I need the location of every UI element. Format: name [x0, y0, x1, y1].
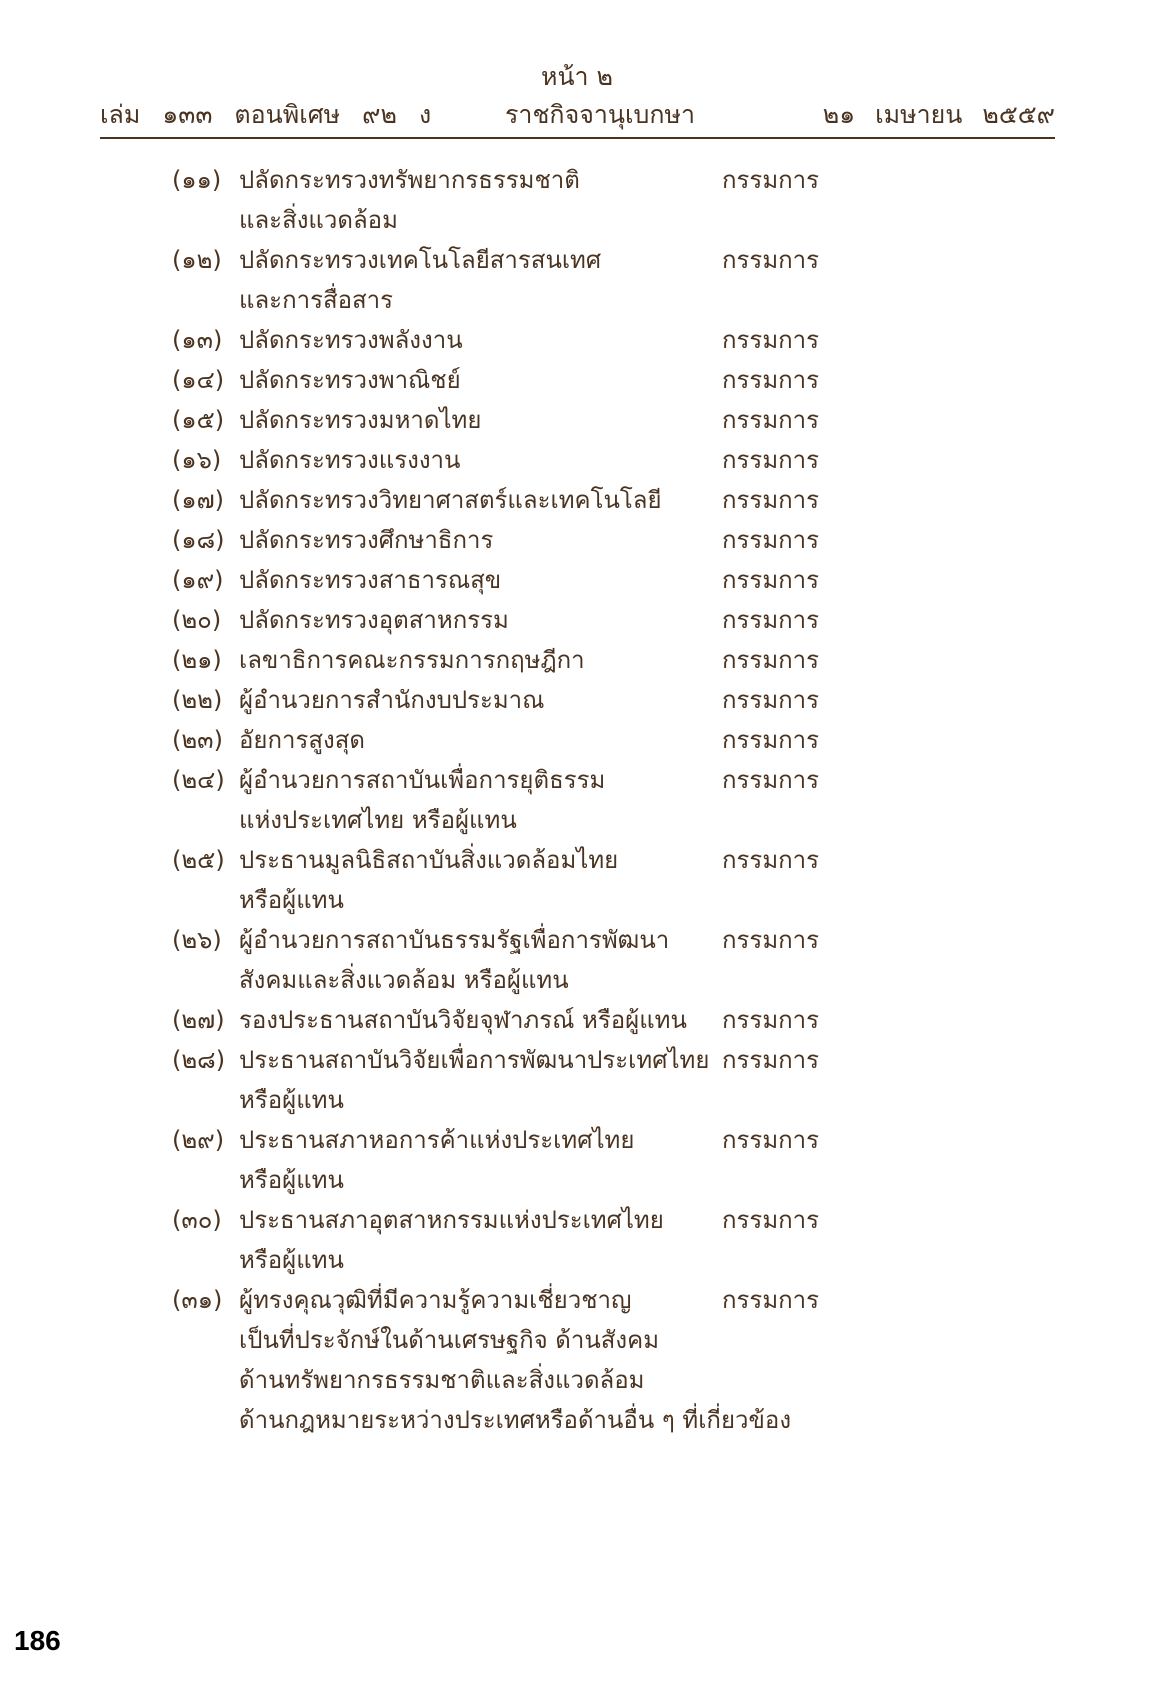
member-number: (๒๔)	[172, 766, 225, 794]
member-title-line: ประธานสถาบันวิจัยเพื่อการพัฒนาประเทศไทย	[239, 1046, 710, 1074]
member-number: (๒๒)	[172, 686, 223, 714]
member-role: กรรมการ	[722, 1006, 820, 1034]
member-item	[172, 240, 932, 320]
member-title	[239, 720, 709, 760]
member-item	[172, 840, 932, 920]
member-role: กรรมการ	[722, 526, 820, 554]
member-item	[172, 520, 932, 560]
member-title	[239, 680, 709, 720]
member-title-line: สังคมและสิ่งแวดล้อม หรือผู้แทน	[239, 966, 569, 994]
member-number: (๓๑)	[172, 1286, 223, 1314]
member-item	[172, 400, 932, 440]
member-number: (๑๕)	[172, 406, 225, 434]
member-title	[239, 600, 709, 640]
member-title-line: หรือผู้แทน	[239, 886, 344, 914]
member-item	[172, 480, 932, 520]
member-title	[239, 840, 709, 920]
member-item	[172, 320, 932, 360]
member-role: กรรมการ	[722, 166, 820, 194]
member-role: กรรมการ	[722, 766, 820, 794]
member-number: (๑๘)	[172, 526, 225, 554]
member-number: (๑๖)	[172, 446, 222, 474]
member-item	[172, 720, 932, 760]
member-role: กรรมการ	[722, 606, 820, 634]
member-role: กรรมการ	[722, 406, 820, 434]
member-title	[239, 240, 709, 320]
member-title-line: หรือผู้แทน	[239, 1246, 344, 1274]
member-item	[172, 600, 932, 640]
member-role: กรรมการ	[722, 686, 820, 714]
member-number: (๒๕)	[172, 846, 225, 874]
member-item	[172, 1200, 932, 1280]
member-title-line: ด้านทรัพยากรธรรมชาติและสิ่งแวดล้อม	[239, 1366, 645, 1394]
member-title-line: ปลัดกระทรวงอุตสาหกรรม	[239, 606, 509, 634]
member-number: (๑๗)	[172, 486, 225, 514]
member-title-line: ปลัดกระทรวงพาณิชย์	[239, 366, 461, 394]
date-month: เมษายน	[875, 100, 963, 129]
member-role: กรรมการ	[722, 846, 820, 874]
member-title-line: ประธานสภาหอการค้าแห่งประเทศไทย	[239, 1126, 635, 1154]
member-title-line: ปลัดกระทรวงแรงงาน	[239, 446, 461, 474]
member-title	[239, 160, 709, 240]
member-title-line: แห่งประเทศไทย หรือผู้แทน	[239, 806, 517, 834]
member-title-line: ปลัดกระทรวงพลังงาน	[239, 326, 463, 354]
member-title	[239, 1200, 709, 1280]
member-number: (๑๙)	[172, 566, 224, 594]
member-title	[239, 480, 709, 520]
gazette-issue-info	[100, 100, 453, 130]
member-item	[172, 1040, 932, 1120]
member-title-line: ผู้อำนวยการสถาบันธรรมรัฐเพื่อการพัฒนา	[239, 926, 670, 954]
member-role: กรรมการ	[722, 1046, 820, 1074]
member-title-line: รองประธานสถาบันวิจัยจุฬาภรณ์ หรือผู้แทน	[239, 1006, 687, 1034]
member-title-line: อัยการสูงสุด	[239, 726, 365, 754]
member-number: (๑๓)	[172, 326, 223, 354]
member-item	[172, 920, 932, 1000]
member-title-line: เลขาธิการคณะกรรมการกฤษฎีกา	[239, 646, 585, 674]
member-number: (๒๓)	[172, 726, 223, 754]
member-number: (๒๖)	[172, 926, 222, 954]
member-title-line: ปลัดกระทรวงสาธารณสุข	[239, 566, 502, 594]
member-title	[239, 400, 709, 440]
member-title-line: และสิ่งแวดล้อม	[239, 206, 398, 234]
publication-date	[803, 100, 1055, 130]
member-title-line: เป็นที่ประจักษ์ในด้านเศรษฐกิจ ด้านสังคม	[239, 1326, 660, 1354]
member-item	[172, 1120, 932, 1200]
member-title-line: ปลัดกระทรวงศึกษาธิการ	[239, 526, 494, 554]
member-role: กรรมการ	[722, 246, 820, 274]
member-role: กรรมการ	[722, 446, 820, 474]
member-title	[239, 360, 709, 400]
page-number-header: หน้า ๒	[540, 62, 614, 91]
member-role: กรรมการ	[722, 646, 820, 674]
member-item	[172, 1000, 932, 1040]
member-role: กรรมการ	[722, 566, 820, 594]
member-title	[239, 920, 709, 1000]
member-title	[239, 320, 709, 360]
member-number: (๑๔)	[172, 366, 225, 394]
section-letter: ง	[418, 100, 432, 129]
member-item	[172, 160, 932, 240]
member-number: (๒๐)	[172, 606, 222, 634]
member-title-line: ประธานสภาอุตสาหกรรมแห่งประเทศไทย	[239, 1206, 664, 1234]
member-title	[239, 560, 709, 600]
member-number: (๓๐)	[172, 1206, 222, 1234]
member-title	[239, 440, 709, 480]
member-title	[239, 520, 709, 560]
member-title	[239, 1000, 709, 1040]
member-number: (๑๒)	[172, 246, 222, 274]
volume-label: เล่ม	[100, 100, 141, 129]
member-item	[172, 560, 932, 600]
volume-number: ๑๓๓	[162, 100, 213, 129]
member-title-line: ด้านกฎหมายระหว่างประเทศหรือด้านอื่น ๆ ที่เกี่ยวข้อง	[239, 1406, 792, 1434]
member-item	[172, 1280, 932, 1440]
date-year: ๒๕๕๙	[982, 100, 1055, 129]
member-title	[239, 1040, 709, 1120]
member-role: กรรมการ	[722, 926, 820, 954]
member-title	[239, 1120, 709, 1200]
member-role: กรรมการ	[722, 486, 820, 514]
member-number: (๒๗)	[172, 1006, 225, 1034]
member-number: (๒๑)	[172, 646, 222, 674]
issue-number: ๙๒	[362, 100, 397, 129]
member-number: (๑๑)	[172, 166, 222, 194]
member-role: กรรมการ	[722, 1206, 820, 1234]
committee-member-list	[172, 160, 932, 1440]
member-item	[172, 680, 932, 720]
member-title	[239, 760, 709, 840]
member-role: กรรมการ	[722, 1126, 820, 1154]
member-item	[172, 760, 932, 840]
member-role: กรรมการ	[722, 366, 820, 394]
issue-label: ตอนพิเศษ	[234, 100, 341, 129]
member-number: (๒๙)	[172, 1126, 225, 1154]
member-title-line: หรือผู้แทน	[239, 1166, 344, 1194]
member-item	[172, 440, 932, 480]
date-day: ๒๑	[822, 100, 856, 129]
member-title-line: ปลัดกระทรวงเทคโนโลยีสารสนเทศ	[239, 246, 602, 274]
member-title-line: ปลัดกระทรวงมหาดไทย	[239, 406, 482, 434]
member-title	[239, 640, 709, 680]
publication-title: ราชกิจจานุเบกษา	[505, 100, 696, 129]
member-role: กรรมการ	[722, 326, 820, 354]
member-title-line: และการสื่อสาร	[239, 286, 394, 314]
member-role: กรรมการ	[722, 726, 820, 754]
page-footer-number: 186	[14, 1625, 61, 1656]
member-title-line: ผู้ทรงคุณวุฒิที่มีความรู้ความเชี่ยวชาญ	[239, 1286, 632, 1314]
member-title-line: ผู้อำนวยการสถาบันเพื่อการยุติธรรม	[239, 766, 606, 794]
member-item	[172, 640, 932, 680]
gazette-header	[100, 100, 1055, 134]
member-title-line: ผู้อำนวยการสำนักงบประมาณ	[239, 686, 545, 714]
member-item	[172, 360, 932, 400]
member-number: (๒๘)	[172, 1046, 226, 1074]
header-divider	[100, 137, 1055, 139]
member-title-line: หรือผู้แทน	[239, 1086, 344, 1114]
member-title-line: ปลัดกระทรวงทรัพยากรธรรมชาติ	[239, 166, 580, 194]
member-title-line: ปลัดกระทรวงวิทยาศาสตร์และเทคโนโลยี	[239, 486, 662, 514]
member-role: กรรมการ	[722, 1286, 820, 1314]
member-title-line: ประธานมูลนิธิสถาบันสิ่งแวดล้อมไทย	[239, 846, 619, 874]
